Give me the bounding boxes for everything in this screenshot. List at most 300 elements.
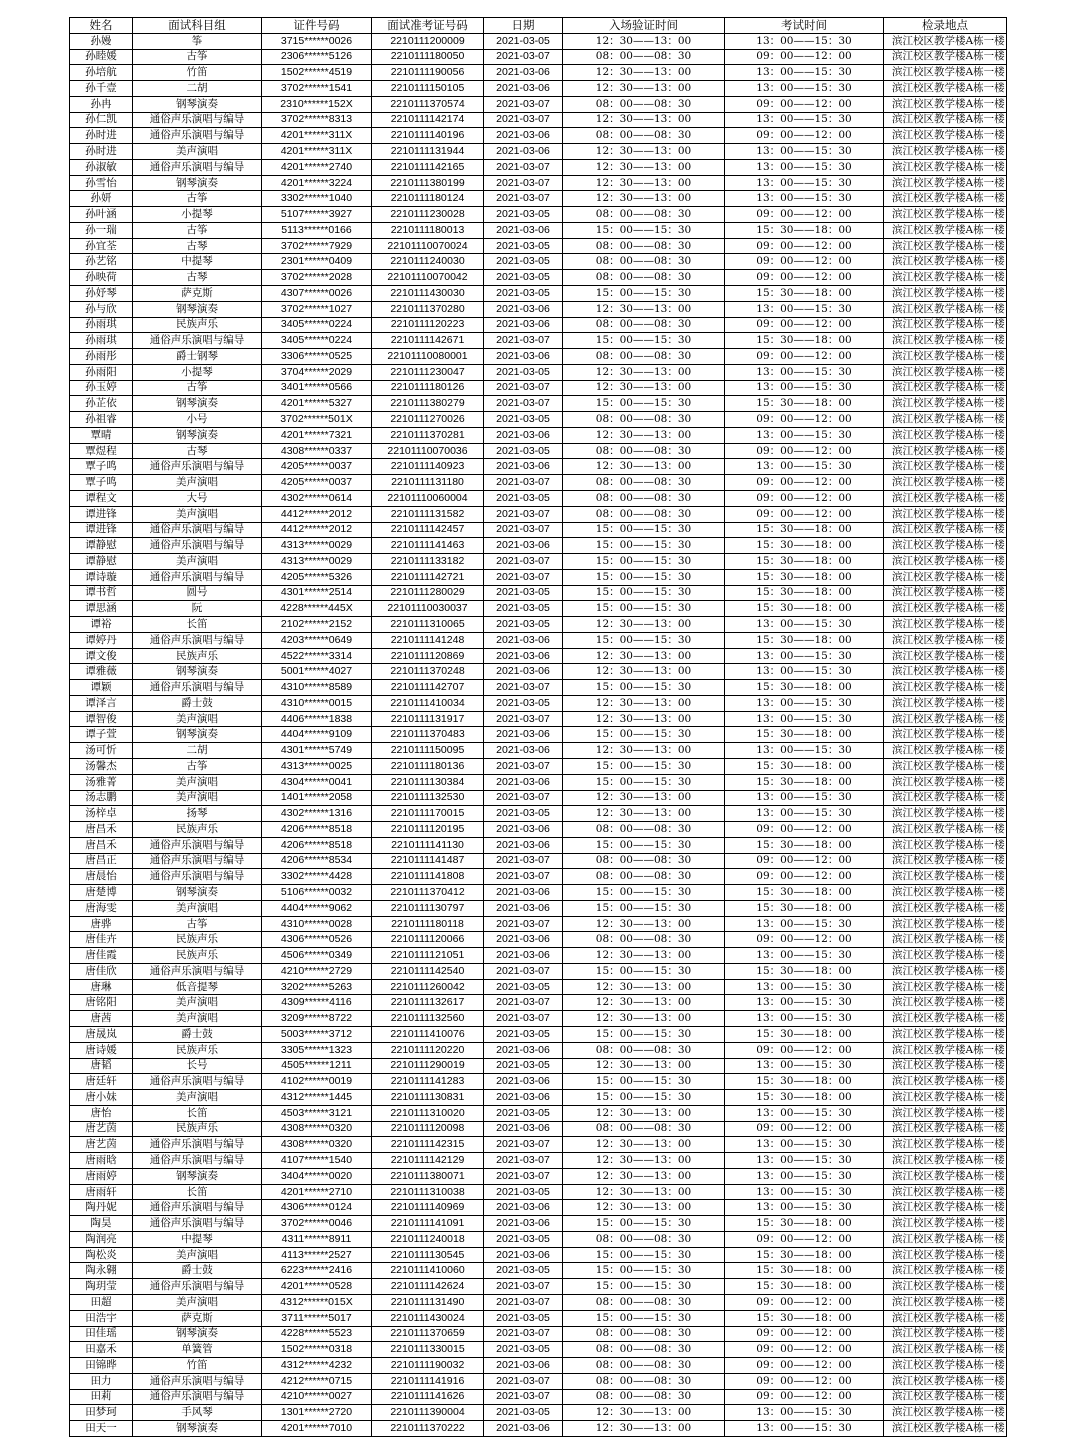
- cell-name: 孙雨阳: [70, 364, 133, 380]
- cell-entry-time: 15：00——15：30: [563, 601, 725, 617]
- cell-date: 2021-03-06: [484, 932, 563, 948]
- cell-date: 2021-03-07: [484, 96, 563, 112]
- cell-subject: 钢琴演奏: [133, 1421, 262, 1437]
- cell-id-number: 2306******5126: [262, 49, 372, 65]
- cell-name: 谭雅薇: [70, 664, 133, 680]
- cell-entry-time: 08：00——08：30: [563, 96, 725, 112]
- cell-entry-time: 08：00——08：30: [563, 1295, 725, 1311]
- cell-name: 谭泽言: [70, 695, 133, 711]
- cell-subject: 通俗声乐演唱与编导: [133, 1074, 262, 1090]
- cell-date: 2021-03-06: [484, 837, 563, 853]
- cell-id-number: 3702******8313: [262, 112, 372, 128]
- cell-date: 2021-03-06: [484, 427, 563, 443]
- cell-subject: 美声演唱: [133, 900, 262, 916]
- cell-name: 孙培航: [70, 65, 133, 81]
- cell-ticket-number: 2210111140196: [372, 128, 484, 144]
- header-exam-time: 考试时间: [725, 18, 884, 34]
- cell-date: 2021-03-05: [484, 33, 563, 49]
- cell-checkin-place: 滨江校区教学楼A栋一楼: [884, 112, 1007, 128]
- cell-entry-time: 08：00——08：30: [563, 1326, 725, 1342]
- cell-entry-time: 12：30——13：00: [563, 695, 725, 711]
- cell-checkin-place: 滨江校区教学楼A栋一楼: [884, 979, 1007, 995]
- cell-checkin-place: 滨江校区教学楼A栋一楼: [884, 1358, 1007, 1374]
- cell-checkin-place: 滨江校区教学楼A栋一楼: [884, 932, 1007, 948]
- cell-entry-time: 12：30——13：00: [563, 1153, 725, 1169]
- table-row: [70, 1074, 1007, 1090]
- cell-ticket-number: 2210111120066: [372, 932, 484, 948]
- cell-name: 唐韬: [70, 1058, 133, 1074]
- cell-id-number: 3202******5263: [262, 979, 372, 995]
- cell-name: 田超: [70, 1295, 133, 1311]
- table-row: [70, 317, 1007, 333]
- cell-exam-time: 13：00——15：30: [725, 112, 884, 128]
- cell-date: 2021-03-05: [484, 1231, 563, 1247]
- cell-name: 孙宜荃: [70, 238, 133, 254]
- cell-id-number: 4307******0026: [262, 286, 372, 302]
- table-row: [70, 65, 1007, 81]
- cell-name: 谭诗璇: [70, 569, 133, 585]
- cell-name: 谭静慰: [70, 554, 133, 570]
- cell-name: 谭进锋: [70, 506, 133, 522]
- cell-name: 唐琳: [70, 979, 133, 995]
- cell-name: 唐佳霞: [70, 948, 133, 964]
- cell-subject: 小提琴: [133, 364, 262, 380]
- cell-checkin-place: 滨江校区教学楼A栋一楼: [884, 664, 1007, 680]
- cell-exam-time: 15：30——18：00: [725, 1027, 884, 1043]
- cell-id-number: 4506******0349: [262, 948, 372, 964]
- cell-id-number: 4406******1838: [262, 711, 372, 727]
- cell-ticket-number: 2210111121051: [372, 948, 484, 964]
- cell-id-number: 3404******0020: [262, 1168, 372, 1184]
- cell-subject: 通俗声乐演唱与编导: [133, 1216, 262, 1232]
- table-row: [70, 979, 1007, 995]
- cell-subject: 古筝: [133, 222, 262, 238]
- cell-id-number: 2310******152X: [262, 96, 372, 112]
- cell-ticket-number: 2210111370483: [372, 727, 484, 743]
- cell-subject: 小号: [133, 412, 262, 428]
- cell-date: 2021-03-07: [484, 191, 563, 207]
- table-row: [70, 1310, 1007, 1326]
- cell-date: 2021-03-06: [484, 664, 563, 680]
- cell-entry-time: 12：30——13：00: [563, 916, 725, 932]
- cell-date: 2021-03-07: [484, 554, 563, 570]
- cell-exam-time: 13：00——15：30: [725, 1153, 884, 1169]
- cell-entry-time: 15：00——15：30: [563, 900, 725, 916]
- cell-ticket-number: 2210111370574: [372, 96, 484, 112]
- cell-checkin-place: 滨江校区教学楼A栋一楼: [884, 617, 1007, 633]
- cell-entry-time: 08：00——08：30: [563, 412, 725, 428]
- cell-exam-time: 15：30——18：00: [725, 900, 884, 916]
- cell-exam-time: 13：00——15：30: [725, 1168, 884, 1184]
- table-row: [70, 207, 1007, 223]
- cell-exam-time: 13：00——15：30: [725, 664, 884, 680]
- cell-entry-time: 15：00——15：30: [563, 1074, 725, 1090]
- cell-date: 2021-03-07: [484, 1153, 563, 1169]
- cell-date: 2021-03-06: [484, 1247, 563, 1263]
- cell-exam-time: 09：00——12：00: [725, 270, 884, 286]
- cell-checkin-place: 滨江校区教学楼A栋一楼: [884, 869, 1007, 885]
- cell-checkin-place: 滨江校区教学楼A栋一楼: [884, 412, 1007, 428]
- cell-entry-time: 15：00——15：30: [563, 1216, 725, 1232]
- cell-date: 2021-03-05: [484, 585, 563, 601]
- table-row: [70, 837, 1007, 853]
- table-row: [70, 885, 1007, 901]
- cell-date: 2021-03-06: [484, 1421, 563, 1437]
- cell-ticket-number: 22101110070036: [372, 443, 484, 459]
- cell-date: 2021-03-07: [484, 49, 563, 65]
- cell-entry-time: 15：00——15：30: [563, 885, 725, 901]
- cell-date: 2021-03-07: [484, 396, 563, 412]
- table-body: [70, 33, 1007, 1436]
- cell-date: 2021-03-06: [484, 632, 563, 648]
- cell-checkin-place: 滨江校区教学楼A栋一楼: [884, 963, 1007, 979]
- cell-date: 2021-03-07: [484, 1295, 563, 1311]
- cell-entry-time: 08：00——08：30: [563, 853, 725, 869]
- cell-date: 2021-03-07: [484, 711, 563, 727]
- cell-name: 谭裕: [70, 617, 133, 633]
- cell-checkin-place: 滨江校区教学楼A栋一楼: [884, 254, 1007, 270]
- cell-checkin-place: 滨江校区教学楼A栋一楼: [884, 1184, 1007, 1200]
- cell-date: 2021-03-05: [484, 1058, 563, 1074]
- cell-exam-time: 15：30——18：00: [725, 758, 884, 774]
- cell-exam-time: 13：00——15：30: [725, 175, 884, 191]
- cell-subject: 通俗声乐演唱与编导: [133, 128, 262, 144]
- cell-entry-time: 12：30——13：00: [563, 1200, 725, 1216]
- cell-entry-time: 15：00——15：30: [563, 963, 725, 979]
- cell-ticket-number: 2210111133182: [372, 554, 484, 570]
- cell-checkin-place: 滨江校区教学楼A栋一楼: [884, 885, 1007, 901]
- cell-id-number: 4301******5749: [262, 743, 372, 759]
- cell-exam-time: 15：30——18：00: [725, 1074, 884, 1090]
- cell-exam-time: 13：00——15：30: [725, 979, 884, 995]
- cell-ticket-number: 2210111380279: [372, 396, 484, 412]
- cell-entry-time: 12：30——13：00: [563, 301, 725, 317]
- cell-subject: 美声演唱: [133, 475, 262, 491]
- cell-ticket-number: 2210111142457: [372, 522, 484, 538]
- cell-id-number: 3711******5017: [262, 1310, 372, 1326]
- cell-date: 2021-03-05: [484, 286, 563, 302]
- table-row: [70, 1042, 1007, 1058]
- cell-subject: 长笛: [133, 617, 262, 633]
- cell-name: 覃晴: [70, 427, 133, 443]
- cell-entry-time: 08：00——08：30: [563, 932, 725, 948]
- cell-ticket-number: 2210111180124: [372, 191, 484, 207]
- cell-date: 2021-03-07: [484, 1389, 563, 1405]
- cell-date: 2021-03-06: [484, 885, 563, 901]
- table-row: [70, 1389, 1007, 1405]
- cell-checkin-place: 滨江校区教学楼A栋一楼: [884, 554, 1007, 570]
- cell-checkin-place: 滨江校区教学楼A栋一楼: [884, 1105, 1007, 1121]
- table-row: [70, 159, 1007, 175]
- cell-checkin-place: 滨江校区教学楼A栋一楼: [884, 727, 1007, 743]
- table-row: [70, 175, 1007, 191]
- cell-subject: 民族声乐: [133, 317, 262, 333]
- cell-subject: 通俗声乐演唱与编导: [133, 1153, 262, 1169]
- cell-exam-time: 09：00——12：00: [725, 254, 884, 270]
- cell-name: 田莉: [70, 1389, 133, 1405]
- cell-ticket-number: 2210111142721: [372, 569, 484, 585]
- cell-exam-time: 09：00——12：00: [725, 1389, 884, 1405]
- table-row: [70, 790, 1007, 806]
- cell-checkin-place: 滨江校区教学楼A栋一楼: [884, 238, 1007, 254]
- cell-checkin-place: 滨江校区教学楼A栋一楼: [884, 758, 1007, 774]
- cell-ticket-number: 2210111120220: [372, 1042, 484, 1058]
- cell-date: 2021-03-05: [484, 601, 563, 617]
- cell-id-number: 4205******0037: [262, 475, 372, 491]
- header-entry-time: 入场验证时间: [563, 18, 725, 34]
- cell-ticket-number: 2210111290019: [372, 1058, 484, 1074]
- cell-ticket-number: 22101110060004: [372, 490, 484, 506]
- cell-subject: 钢琴演奏: [133, 727, 262, 743]
- cell-exam-time: 13：00——15：30: [725, 806, 884, 822]
- cell-ticket-number: 2210111280029: [372, 585, 484, 601]
- cell-subject: 大号: [133, 490, 262, 506]
- cell-ticket-number: 2210111120869: [372, 648, 484, 664]
- table-row: [70, 333, 1007, 349]
- cell-entry-time: 08：00——08：30: [563, 49, 725, 65]
- cell-ticket-number: 2210111141463: [372, 538, 484, 554]
- cell-ticket-number: 2210111370412: [372, 885, 484, 901]
- cell-id-number: 4308******0320: [262, 1121, 372, 1137]
- cell-checkin-place: 滨江校区教学楼A栋一楼: [884, 585, 1007, 601]
- cell-checkin-place: 滨江校区教学楼A栋一楼: [884, 33, 1007, 49]
- cell-date: 2021-03-06: [484, 222, 563, 238]
- table-row: [70, 869, 1007, 885]
- cell-exam-time: 15：30——18：00: [725, 885, 884, 901]
- cell-name: 谭智俊: [70, 711, 133, 727]
- table-row: [70, 238, 1007, 254]
- cell-name: 唐雨晗: [70, 1153, 133, 1169]
- cell-id-number: 4201******7321: [262, 427, 372, 443]
- table-row: [70, 538, 1007, 554]
- cell-date: 2021-03-07: [484, 569, 563, 585]
- cell-entry-time: 12：30——13：00: [563, 790, 725, 806]
- header-id-number: 证件号码: [262, 18, 372, 34]
- cell-id-number: 3306******0525: [262, 349, 372, 365]
- cell-id-number: 4522******3314: [262, 648, 372, 664]
- table-row: [70, 1326, 1007, 1342]
- cell-name: 孙雨琪: [70, 317, 133, 333]
- cell-date: 2021-03-05: [484, 1184, 563, 1200]
- cell-name: 孙一瑞: [70, 222, 133, 238]
- cell-name: 孙千壹: [70, 81, 133, 97]
- cell-entry-time: 08：00——08：30: [563, 207, 725, 223]
- header-name: 姓名: [70, 18, 133, 34]
- cell-name: 田梦珂: [70, 1405, 133, 1421]
- cell-subject: 通俗声乐演唱与编导: [133, 522, 262, 538]
- cell-entry-time: 15：00——15：30: [563, 286, 725, 302]
- cell-id-number: 4107******1540: [262, 1153, 372, 1169]
- cell-id-number: 4404******9109: [262, 727, 372, 743]
- cell-date: 2021-03-06: [484, 1358, 563, 1374]
- cell-exam-time: 15：30——18：00: [725, 1263, 884, 1279]
- cell-entry-time: 15：00——15：30: [563, 396, 725, 412]
- cell-checkin-place: 滨江校区教学楼A栋一楼: [884, 853, 1007, 869]
- cell-entry-time: 15：00——15：30: [563, 1279, 725, 1295]
- cell-ticket-number: 2210111131582: [372, 506, 484, 522]
- cell-date: 2021-03-06: [484, 128, 563, 144]
- cell-exam-time: 15：30——18：00: [725, 333, 884, 349]
- cell-exam-time: 15：30——18：00: [725, 632, 884, 648]
- cell-entry-time: 08：00——08：30: [563, 128, 725, 144]
- table-row: [70, 112, 1007, 128]
- cell-subject: 通俗声乐演唱与编导: [133, 680, 262, 696]
- cell-id-number: 4313******0029: [262, 538, 372, 554]
- cell-exam-time: 13：00——15：30: [725, 1421, 884, 1437]
- cell-id-number: 4312******015X: [262, 1295, 372, 1311]
- cell-subject: 古筝: [133, 380, 262, 396]
- cell-date: 2021-03-06: [484, 727, 563, 743]
- table-row: [70, 806, 1007, 822]
- cell-id-number: 3305******1323: [262, 1042, 372, 1058]
- cell-ticket-number: 22101110070042: [372, 270, 484, 286]
- cell-checkin-place: 滨江校区教学楼A栋一楼: [884, 1200, 1007, 1216]
- cell-id-number: 4228******5523: [262, 1326, 372, 1342]
- table-row: [70, 916, 1007, 932]
- cell-entry-time: 12：30——13：00: [563, 81, 725, 97]
- table-row: [70, 1090, 1007, 1106]
- cell-ticket-number: 2210111410034: [372, 695, 484, 711]
- table-row: [70, 585, 1007, 601]
- cell-entry-time: 08：00——08：30: [563, 349, 725, 365]
- cell-name: 孙嫚: [70, 33, 133, 49]
- cell-name: 田锦晔: [70, 1358, 133, 1374]
- cell-id-number: 4206******8518: [262, 837, 372, 853]
- cell-entry-time: 12：30——13：00: [563, 112, 725, 128]
- cell-ticket-number: 2210111131490: [372, 1295, 484, 1311]
- table-row: [70, 286, 1007, 302]
- cell-entry-time: 15：00——15：30: [563, 1090, 725, 1106]
- cell-entry-time: 15：00——15：30: [563, 585, 725, 601]
- cell-checkin-place: 滨江校区教学楼A栋一楼: [884, 1310, 1007, 1326]
- cell-name: 孙睦媛: [70, 49, 133, 65]
- table-row: [70, 680, 1007, 696]
- cell-exam-time: 09：00——12：00: [725, 317, 884, 333]
- cell-entry-time: 15：00——15：30: [563, 538, 725, 554]
- cell-subject: 长笛: [133, 1105, 262, 1121]
- cell-checkin-place: 滨江校区教学楼A栋一楼: [884, 128, 1007, 144]
- table-row: [70, 727, 1007, 743]
- cell-ticket-number: 2210111240030: [372, 254, 484, 270]
- cell-subject: 爵士鼓: [133, 1263, 262, 1279]
- cell-entry-time: 12：30——13：00: [563, 806, 725, 822]
- cell-exam-time: 15：30——18：00: [725, 569, 884, 585]
- cell-exam-time: 15：30——18：00: [725, 601, 884, 617]
- cell-subject: 筝: [133, 33, 262, 49]
- cell-ticket-number: 2210111310065: [372, 617, 484, 633]
- cell-subject: 民族声乐: [133, 932, 262, 948]
- cell-ticket-number: 2210111410060: [372, 1263, 484, 1279]
- cell-checkin-place: 滨江校区教学楼A栋一楼: [884, 270, 1007, 286]
- cell-id-number: 4206******8518: [262, 822, 372, 838]
- cell-checkin-place: 滨江校区教学楼A栋一楼: [884, 207, 1007, 223]
- cell-exam-time: 15：30——18：00: [725, 538, 884, 554]
- cell-id-number: 4313******0029: [262, 554, 372, 570]
- cell-ticket-number: 2210111370248: [372, 664, 484, 680]
- cell-subject: 通俗声乐演唱与编导: [133, 112, 262, 128]
- cell-exam-time: 09：00——12：00: [725, 1358, 884, 1374]
- table-row: [70, 33, 1007, 49]
- cell-name: 孙雪怡: [70, 175, 133, 191]
- cell-subject: 美声演唱: [133, 1090, 262, 1106]
- table-row: [70, 459, 1007, 475]
- cell-exam-time: 13：00——15：30: [725, 695, 884, 711]
- cell-exam-time: 09：00——12：00: [725, 1326, 884, 1342]
- table-row: [70, 490, 1007, 506]
- table-row: [70, 1011, 1007, 1027]
- cell-date: 2021-03-05: [484, 806, 563, 822]
- cell-exam-time: 09：00——12：00: [725, 96, 884, 112]
- cell-id-number: 1401******2058: [262, 790, 372, 806]
- cell-id-number: 5106******0032: [262, 885, 372, 901]
- cell-name: 覃煜程: [70, 443, 133, 459]
- cell-checkin-place: 滨江校区教学楼A栋一楼: [884, 1042, 1007, 1058]
- cell-exam-time: 13：00——15：30: [725, 459, 884, 475]
- cell-subject: 通俗声乐演唱与编导: [133, 1373, 262, 1389]
- cell-id-number: 3401******0566: [262, 380, 372, 396]
- cell-date: 2021-03-07: [484, 112, 563, 128]
- cell-id-number: 4503******3121: [262, 1105, 372, 1121]
- cell-exam-time: 09：00——12：00: [725, 412, 884, 428]
- cell-ticket-number: 2210111390004: [372, 1405, 484, 1421]
- cell-subject: 美声演唱: [133, 1295, 262, 1311]
- cell-date: 2021-03-07: [484, 1373, 563, 1389]
- table-row: [70, 900, 1007, 916]
- cell-exam-time: 13：00——15：30: [725, 1137, 884, 1153]
- cell-ticket-number: 2210111131944: [372, 144, 484, 160]
- cell-entry-time: 15：00——15：30: [563, 333, 725, 349]
- cell-date: 2021-03-07: [484, 159, 563, 175]
- cell-subject: 古筝: [133, 916, 262, 932]
- cell-entry-time: 15：00——15：30: [563, 680, 725, 696]
- cell-name: 唐小妹: [70, 1090, 133, 1106]
- cell-exam-time: 09：00——12：00: [725, 932, 884, 948]
- cell-checkin-place: 滨江校区教学楼A栋一楼: [884, 49, 1007, 65]
- cell-subject: 民族声乐: [133, 822, 262, 838]
- cell-checkin-place: 滨江校区教学楼A栋一楼: [884, 995, 1007, 1011]
- cell-id-number: 3302******4428: [262, 869, 372, 885]
- cell-ticket-number: 2210111190032: [372, 1358, 484, 1374]
- cell-subject: 民族声乐: [133, 648, 262, 664]
- cell-ticket-number: 2210111120195: [372, 822, 484, 838]
- cell-ticket-number: 2210111141283: [372, 1074, 484, 1090]
- cell-name: 孙雨琪: [70, 333, 133, 349]
- cell-id-number: 3702******2028: [262, 270, 372, 286]
- cell-ticket-number: 2210111142165: [372, 159, 484, 175]
- cell-ticket-number: 2210111330015: [372, 1342, 484, 1358]
- cell-checkin-place: 滨江校区教学楼A栋一楼: [884, 349, 1007, 365]
- cell-subject: 爵士鼓: [133, 695, 262, 711]
- cell-entry-time: 12：30——13：00: [563, 1058, 725, 1074]
- cell-id-number: 4312******1445: [262, 1090, 372, 1106]
- cell-id-number: 4201******311X: [262, 144, 372, 160]
- cell-name: 陶松炎: [70, 1247, 133, 1263]
- cell-ticket-number: 2210111180136: [372, 758, 484, 774]
- cell-name: 孙艺铭: [70, 254, 133, 270]
- header-date: 日期: [484, 18, 563, 34]
- cell-checkin-place: 滨江校区教学楼A栋一楼: [884, 632, 1007, 648]
- cell-checkin-place: 滨江校区教学楼A栋一楼: [884, 301, 1007, 317]
- cell-date: 2021-03-07: [484, 916, 563, 932]
- cell-name: 孙与欣: [70, 301, 133, 317]
- cell-entry-time: 15：00——15：30: [563, 758, 725, 774]
- cell-date: 2021-03-07: [484, 175, 563, 191]
- table-row: [70, 695, 1007, 711]
- cell-date: 2021-03-05: [484, 238, 563, 254]
- cell-name: 唐佳欣: [70, 963, 133, 979]
- cell-date: 2021-03-06: [484, 948, 563, 964]
- cell-subject: 二胡: [133, 743, 262, 759]
